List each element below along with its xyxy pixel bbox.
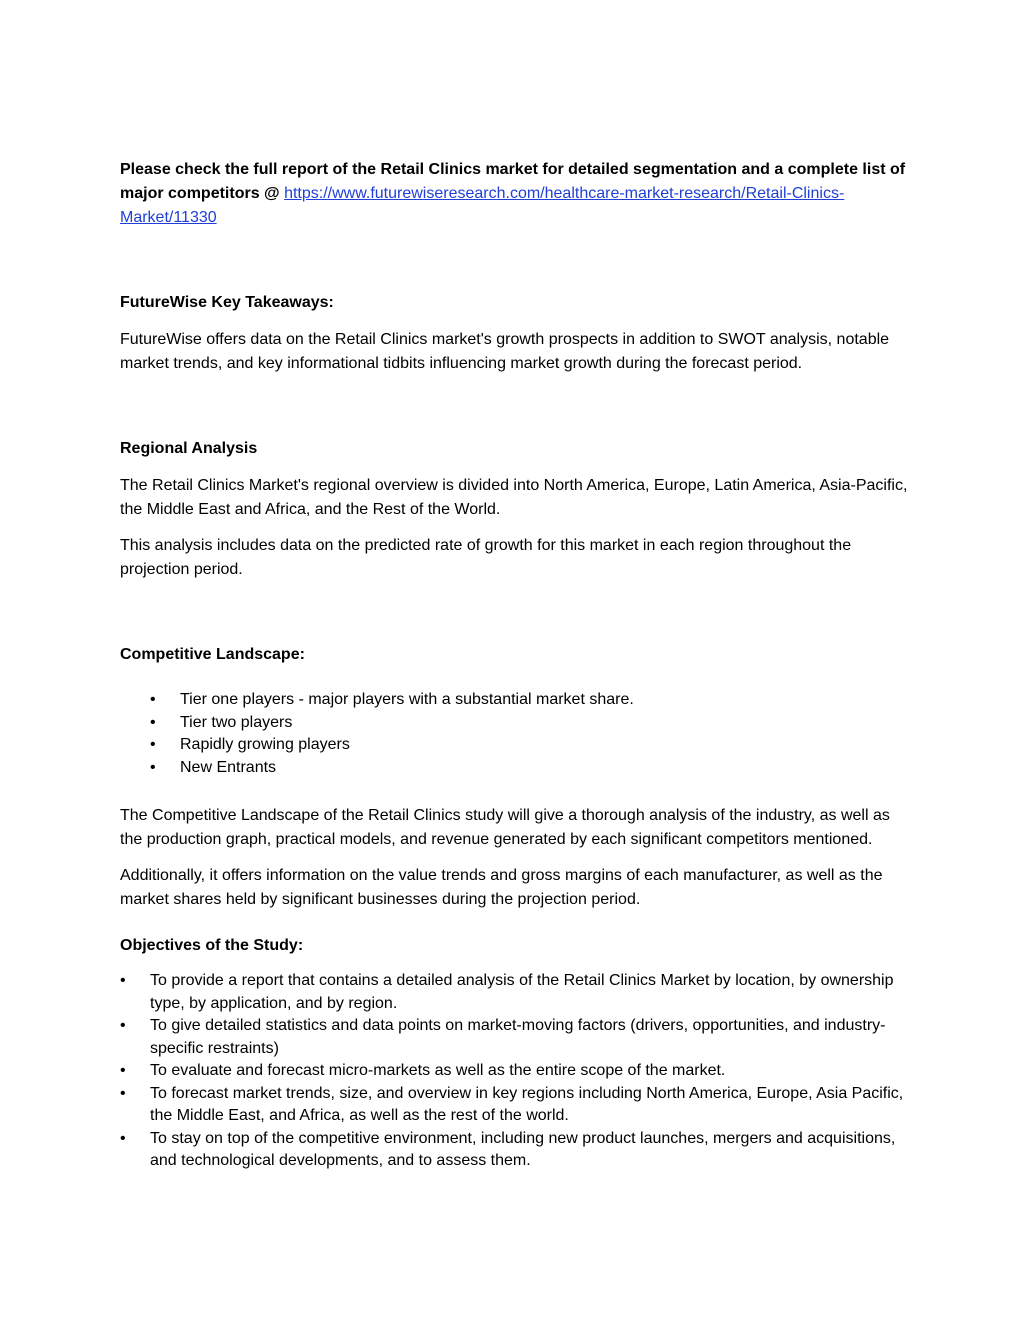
- list-item: [120, 712, 910, 735]
- list-item-text: Tier one players - major players with a substantial market share.: [180, 691, 634, 708]
- list-item-text: To evaluate and forecast micro-markets as well as the entire scope of the market.: [150, 1062, 726, 1079]
- bullet-icon: •: [150, 691, 156, 708]
- list-item-text: To give detailed statistics and data points on market-moving factors (drivers, opportunities, and industry-specific restraints): [150, 1017, 886, 1057]
- regional-paragraph: This analysis includes data on the predicted rate of growth for this market in each region throughout the projection period.: [120, 537, 852, 578]
- bullet-icon: •: [150, 736, 156, 753]
- bullet-icon: •: [120, 1017, 126, 1034]
- bullet-icon: •: [150, 758, 156, 776]
- competitive-paragraph: Additionally, it offers information on the value trends and gross margins of each manufacturer, as well as the market shares held by significant businesses during the projection period.: [120, 867, 883, 908]
- bullet-icon: •: [120, 1062, 126, 1079]
- competitive-heading: Competitive Landscape:: [120, 646, 305, 663]
- document-page: [120, 158, 910, 1173]
- takeaways-body: FutureWise offers data on the Retail Clinics market's growth prospects in addition to SWOT analysis, notable market trends, and key informational tidbits influencing market growth during the forecast period.: [120, 331, 890, 372]
- bullet-icon: •: [120, 1084, 126, 1102]
- list-item: [120, 1083, 910, 1128]
- regional-heading: Regional Analysis: [120, 440, 258, 457]
- bullet-icon: •: [150, 713, 156, 731]
- intro-paragraph: [120, 158, 910, 230]
- regional-paragraph: The Retail Clinics Market's regional overview is divided into North America, Europe, Latin America, Asia-Pacific, the Middle East and Africa, and the Rest of the World.: [120, 477, 908, 518]
- list-item: [120, 757, 910, 780]
- full-report-link[interactable]: https://www.futurewiseresearch.com/healthcare-market-research/Retail-Clinics-Market/11330: [120, 185, 845, 226]
- competitive-bullet-list: [120, 689, 910, 779]
- list-item: [120, 689, 910, 712]
- list-item-text: To forecast market trends, size, and overview in key regions including North America, Europe, Asia Pacific, the Middle East, and Africa, as well as the rest of the world.: [150, 1084, 904, 1124]
- list-item: [120, 1060, 910, 1083]
- list-item: [120, 734, 910, 757]
- list-item: [120, 970, 910, 1015]
- list-item: [120, 1015, 910, 1060]
- list-item-text: Tier two players: [180, 713, 293, 731]
- intro-text: Please check the full report of the Retail Clinics market for detailed segmentation and a complete list of major competitors @: [120, 161, 906, 202]
- list-item-text: New Entrants: [180, 758, 277, 776]
- objectives-bullet-list: [120, 970, 910, 1173]
- list-item-text: To provide a report that contains a detailed analysis of the Retail Clinics Market by location, by ownership type, by application, and by region.: [150, 972, 894, 1012]
- objectives-heading: Objectives of the Study:: [120, 937, 304, 954]
- bullet-icon: •: [120, 1129, 126, 1147]
- bullet-icon: •: [120, 972, 126, 989]
- list-item-text: Rapidly growing players: [180, 736, 350, 753]
- list-item: [120, 1128, 910, 1173]
- takeaways-heading: FutureWise Key Takeaways:: [120, 294, 334, 311]
- competitive-paragraph: The Competitive Landscape of the Retail Clinics study will give a thorough analysis of the industry, as well as the production graph, practical models, and revenue generated by each significant competitors mentioned.: [120, 807, 890, 848]
- list-item-text: To stay on top of the competitive environment, including new product launches, mergers and acquisitions, and technological developments, and to assess them.: [150, 1129, 896, 1169]
